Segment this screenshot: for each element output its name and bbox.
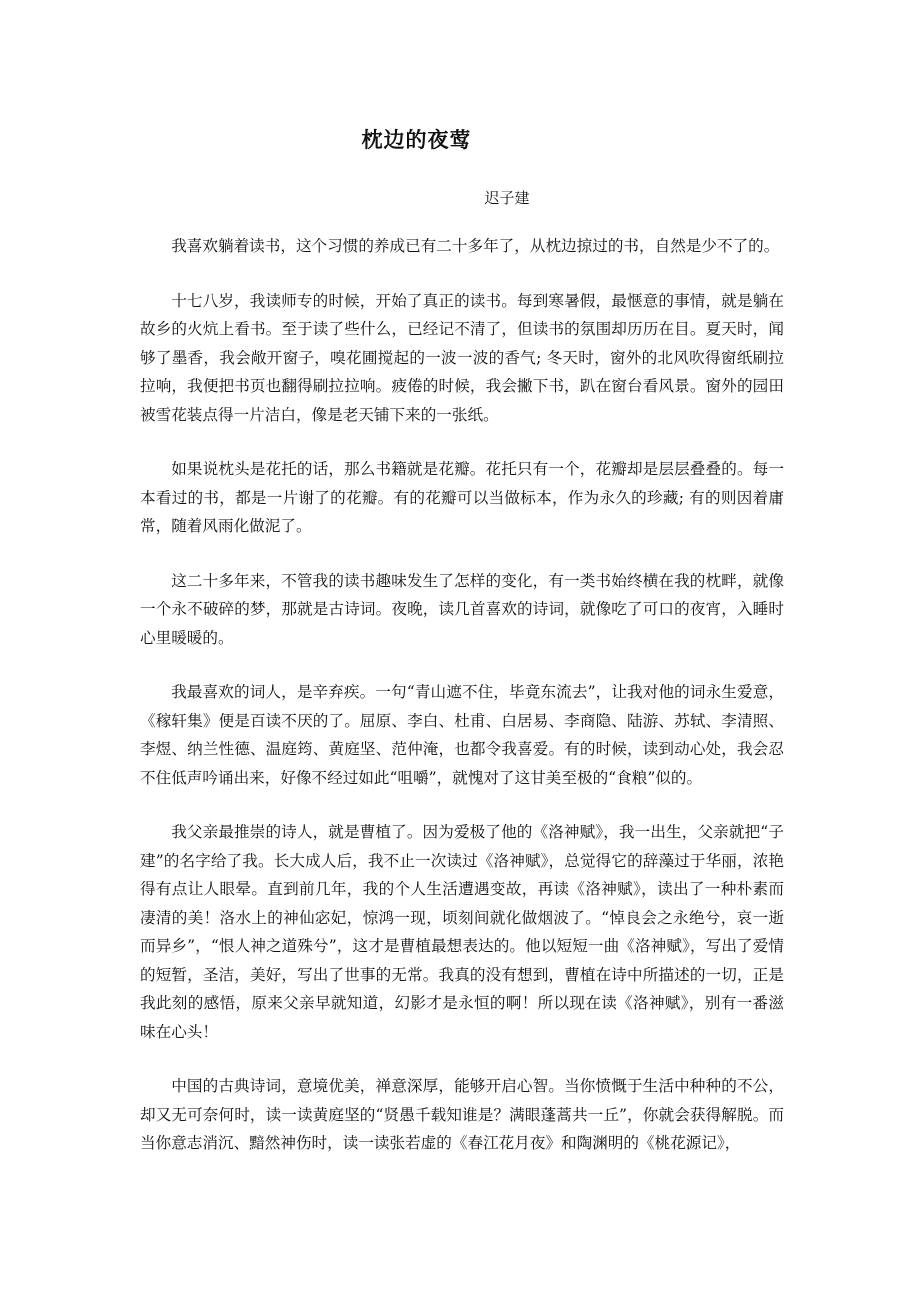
paragraph-6: 我父亲最推崇的诗人，就是曹植了。因为爱极了他的《洛神赋》，我一出生，父亲就把“子建”的名字给了我。长大成人后，我不止一次读过《洛神赋》，总觉得它的辞藻过于华丽，浓艳得有点让人眼晕。直到前几年，我的个人生活遭遇变故，再读《洛神赋》，读出了一种朴素而凄清的美！洛水上的神仙宓妃，惊鸿一现，顷刻间就化做烟波了。“悼良会之永绝兮，哀一逝而异乡”，“恨人神之道殊兮”，这才是曹植最想表达的。他以短短一曲《洛神赋》，写出了爱情的短暂，圣洁，美好，写出了世事的无常。我真的没有想到，曹植在诗中所描述的一切，正是我此刻的感悟，原来父亲早就知道，幻影才是永恒的啊！所以现在读《洛神赋》，别有一番滋味在心头！ [140, 823, 784, 1041]
document-page [140, 0, 784, 1302]
paragraph-7: 中国的古典诗词，意境优美，禅意深厚，能够开启心智。当你愤慨于生活中种种的不公，却又无可奈何时，读一读黄庭坚的“贤愚千载知谁是？满眼蓬蒿共一丘”，你就会获得解脱。而当你意志消沉、黯然神伤时，读一读张若虚的《春江花月夜》和陶渊明的《桃花源记》， [140, 1077, 784, 1152]
paragraph-5: 我最喜欢的词人，是辛弃疾。一句“青山遮不住，毕竟东流去”，让我对他的词永生爱意，《稼轩集》便是百读不厌的了。屈原、李白、杜甫、白居易、李商隐、陆游、苏轼、李清照、李煜、纳兰性德、温庭筠、黄庭坚、范仲淹，也都令我喜爱。有的时候，读到动心处，我会忍不住低声吟诵出来，好像不经过如此“咀嚼”，就愧对了这甘美至极的“食粮”似的。 [140, 683, 784, 787]
paragraph-4: 这二十多年来，不管我的读书趣味发生了怎样的变化，有一类书始终横在我的枕畔，就像一个永不破碎的梦，那就是古诗词。夜晚，读几首喜欢的诗词，就像吃了可口的夜宵，入睡时心里暖暖的。 [140, 571, 784, 647]
paragraph-2: 十七八岁，我读师专的时候，开始了真正的读书。每到寒暑假，最惬意的事情，就是躺在故乡的火炕上看书。至于读了些什么，已经记不清了，但读书的氛围却历历在目。夏天时，闻够了墨香，我会敞开窗子，嗅花圃搅起的一波一波的香气; 冬天时，窗外的北风吹得窗纸刷拉拉响，我便把书页也翻得刷拉拉响。疲倦的时候，我会撇下书，趴在窗台看风景。窗外的园田被雪花装点得一片洁白，像是老天铺下来的一张纸。 [140, 291, 784, 424]
article-body [140, 232, 784, 1184]
article-title: 枕边的夜莺 [361, 127, 472, 152]
paragraph-3: 如果说枕头是花托的话，那么书籍就是花瓣。花托只有一个，花瓣却是层层叠叠的。每一本看过的书，都是一片谢了的花瓣。有的花瓣可以当做标本，作为永久的珍藏; 有的则因着庸常，随着风雨化做泥了。 [140, 460, 784, 535]
article-author: 迟子建 [484, 189, 530, 207]
paragraph-1: 我喜欢躺着读书，这个习惯的养成已有二十多年了，从枕边掠过的书，自然是少不了的。 [171, 237, 780, 255]
